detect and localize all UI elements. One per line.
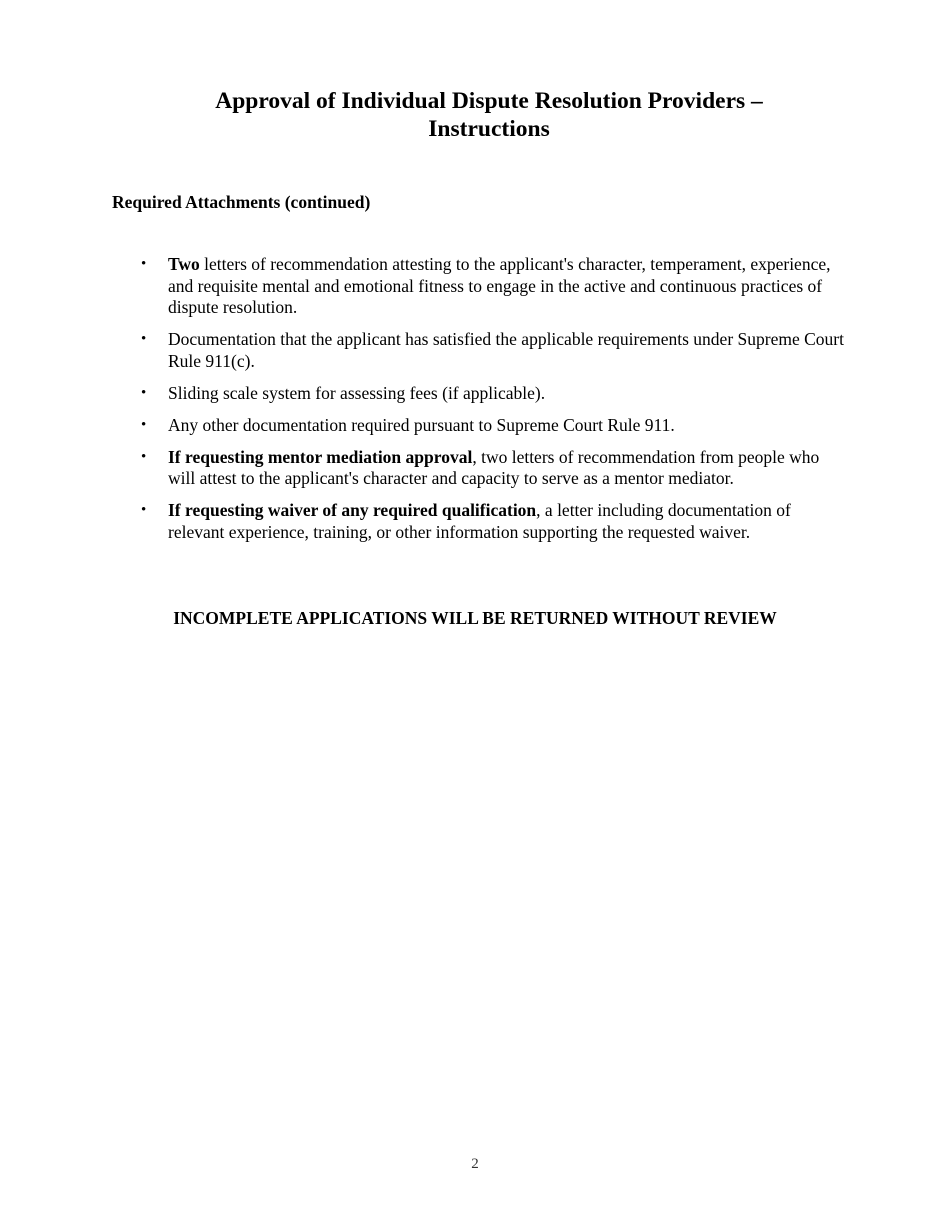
list-item: [0, 500, 950, 543]
list-item-text: , a letter including documentation of relevant experience, training, or other information supporting the requested waiver.: [168, 500, 791, 542]
bullet-icon: •: [141, 384, 147, 401]
bullet-icon: •: [141, 256, 147, 272]
list-item: [0, 329, 950, 372]
page-number: 2: [471, 1156, 479, 1172]
list-item-text: letters of recommendation attesting to the applicant's character, temperament, experience, and requisite mental and emotional fitness to engage in the active and continuous practices of dispute resolution.: [168, 254, 831, 317]
bullet-icon: •: [141, 502, 147, 518]
page-title-line-2: Instructions: [428, 116, 550, 142]
list-item-text: Sliding scale system for assessing fees (if applicable).: [168, 382, 546, 403]
list-item-emphasis: Two: [168, 254, 200, 274]
page-title-line-1: Approval of Individual Dispute Resolution Providers –: [215, 88, 763, 114]
bullet-icon: •: [141, 416, 147, 433]
bullet-icon: •: [141, 331, 147, 347]
list-item: [0, 383, 950, 405]
list-item-emphasis: If requesting waiver of any required qualification: [168, 500, 537, 520]
list-item-emphasis: If requesting mentor mediation approval: [168, 446, 473, 467]
page-title: [0, 87, 950, 143]
section-heading: Required Attachments (continued): [112, 192, 371, 212]
list-item-text: Documentation that the applicant has satisfied the applicable requirements under Supreme Court Rule 911(c).: [168, 329, 844, 371]
incomplete-applications-notice: INCOMPLETE APPLICATIONS WILL BE RETURNED WITHOUT REVIEW: [173, 608, 777, 628]
list-item: [0, 415, 950, 437]
list-item-text: Any other documentation required pursuant to Supreme Court Rule 911.: [168, 414, 675, 435]
bullet-icon: •: [141, 448, 147, 465]
list-item-text: , two letters of recommendation from people who will attest to the applicant's character and capacity to serve as a mentor mediator.: [168, 446, 820, 488]
list-item: [0, 254, 950, 319]
required-attachments-list: [0, 254, 950, 554]
list-item: [0, 447, 950, 490]
